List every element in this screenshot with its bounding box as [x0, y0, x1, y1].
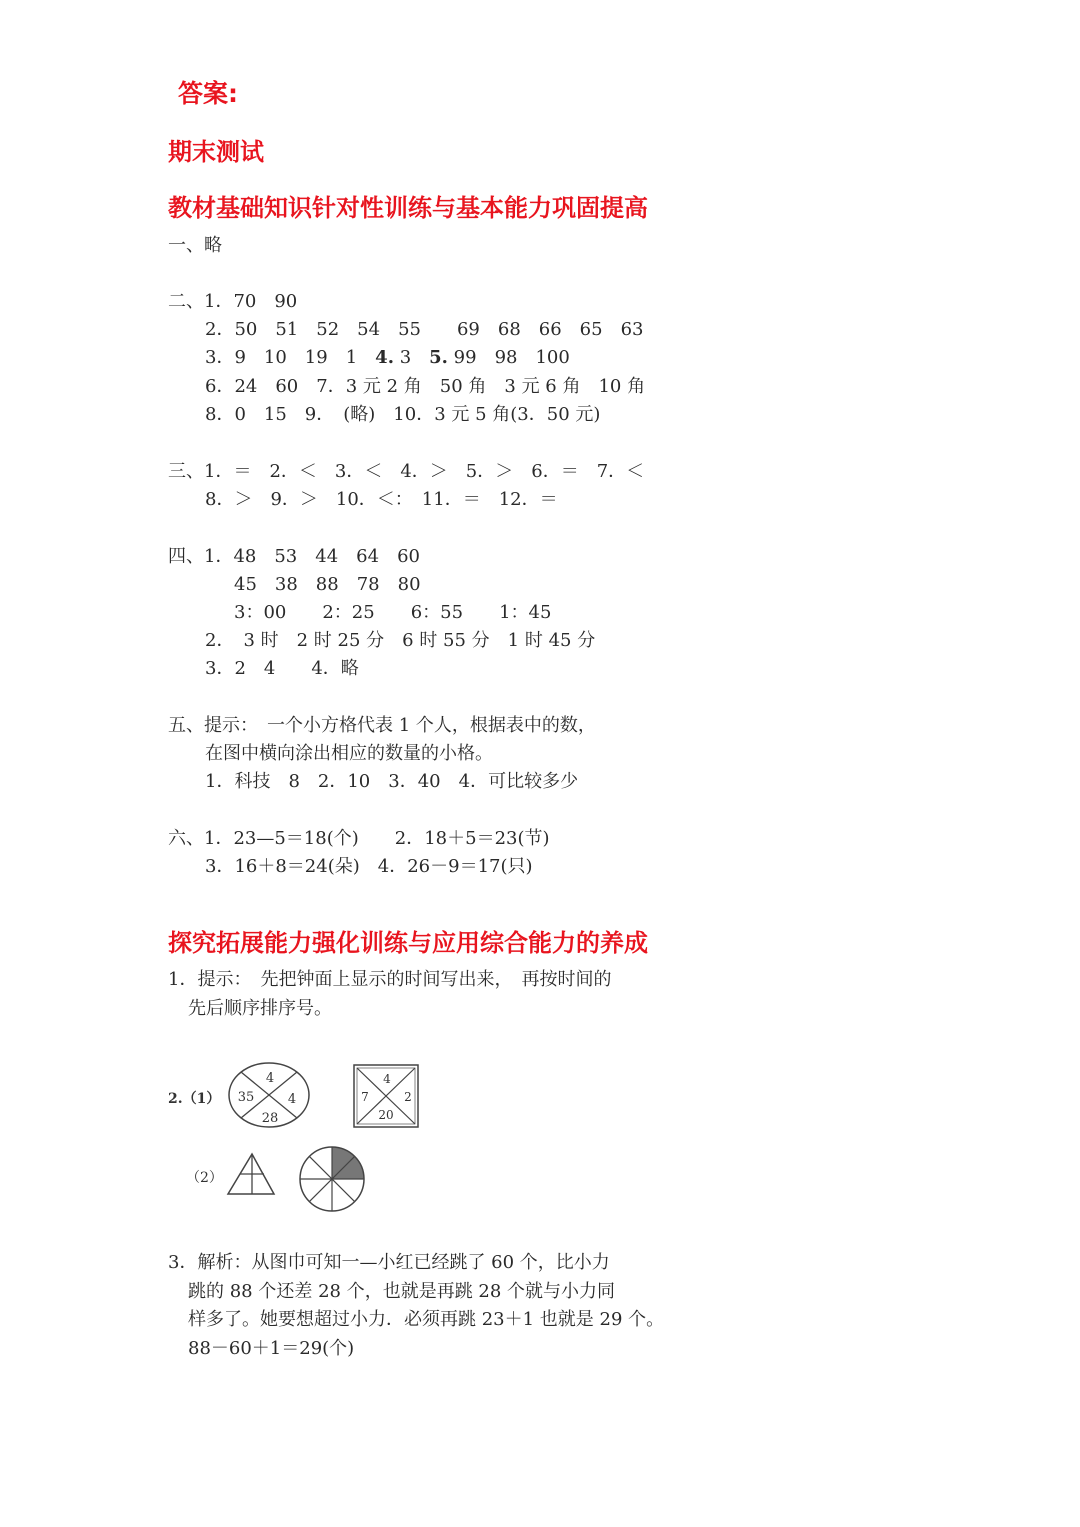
q6-line-1: 六、1．23—5＝18(个) 2．18＋5＝23(节): [168, 828, 550, 849]
q2-line-1: 二、1．70 90: [168, 291, 298, 312]
circle-diagram: [226, 1060, 312, 1130]
section1-title: 教材基础知识针对性训练与基本能力巩固提高: [168, 194, 648, 222]
q3-line-2: 8．＞ 9．＞ 10．＜： 11．＝ 12．＝: [205, 489, 558, 510]
q1-line: 一、略: [168, 235, 222, 256]
final-test-title: 期末测试: [168, 138, 264, 166]
square-left-value: 7: [361, 1090, 369, 1104]
q2-line-3a: 3．9 10 19 1: [205, 347, 376, 368]
q2-line-4: 6．24 60 7．3 元 2 角 50 角 3 元 6 角 10 角: [205, 376, 646, 397]
q5-line-2: 在图中横向涂出相应的数量的小格。: [205, 743, 493, 764]
e3-line-1: 3．解析：从图巾可知一—小红已经跳了 60 个，比小力: [168, 1252, 610, 1273]
e1-line-1: 1．提示： 先把钟面上显示的时间写出来， 再按时间的: [168, 969, 612, 990]
square-diagram: [352, 1063, 422, 1129]
square-top-value: 4: [383, 1072, 391, 1086]
q2-line-5: 8．0 15 9． (略) 10．3 元 5 角(3．50 元): [205, 404, 601, 425]
q4-line-1: 四、1．48 53 44 64 60: [168, 546, 420, 567]
pie-circle-figure: [296, 1144, 368, 1214]
q4-line-5: 3．2 4 4．略: [205, 658, 359, 679]
circle-bottom-value: 28: [261, 1111, 279, 1126]
q5-line-1: 五、提示： 一个小方格代表 1 个人，根据表中的数，: [168, 715, 596, 736]
e1-line-2: 先后顺序排序号。: [188, 998, 332, 1019]
q4-line-4: 2． 3 时 2 时 25 分 6 时 55 分 1 时 45 分: [205, 630, 596, 651]
q4-line-3: 3：00 2：25 6：55 1：45: [234, 602, 552, 623]
q3-line-1: 三、1．＝ 2．＜ 3．＜ 4．＞ 5．＞ 6．＝ 7．＜: [168, 461, 645, 482]
circle-top-value: 4: [265, 1071, 275, 1086]
e2-label-2: （2）: [186, 1170, 223, 1186]
e3-line-2: 跳的 88 个还差 28 个，也就是再跳 28 个就与小力同: [188, 1281, 616, 1302]
q2-line-3e: 99 98 100: [447, 347, 570, 368]
square-bottom-value: 20: [378, 1108, 394, 1122]
e3-line-4: 88－60＋1＝29(个): [188, 1338, 355, 1359]
q4-line-2: 45 38 88 78 80: [234, 574, 421, 595]
q2-line-3b: 4.: [375, 347, 394, 368]
q6-line-2: 3．16＋8＝24(朵) 4．26－9＝17(只): [205, 856, 533, 877]
circle-left-value: 35: [237, 1090, 255, 1105]
circle-right-value: 4: [287, 1092, 297, 1107]
section2-title: 探究拓展能力强化训练与应用综合能力的养成: [168, 929, 648, 957]
e2-label-1: 2.（1）: [168, 1091, 221, 1107]
e3-line-3: 样多了。她要想超过小力．必须再跳 23＋1 也就是 29 个。: [188, 1309, 665, 1330]
q5-line-3: 1．科技 8 2．10 3．40 4．可比较多少: [205, 771, 579, 792]
q2-line-3d: 5.: [429, 347, 448, 368]
square-right-value: 2: [404, 1090, 412, 1104]
q2-line-3c: 3: [393, 347, 430, 368]
triangle-figure: [226, 1150, 278, 1198]
q2-line-2: 2．50 51 52 54 55 69 68 66 65 63: [205, 319, 644, 340]
q2-line-3: [205, 346, 570, 370]
answer-title: 答案:: [178, 79, 238, 108]
